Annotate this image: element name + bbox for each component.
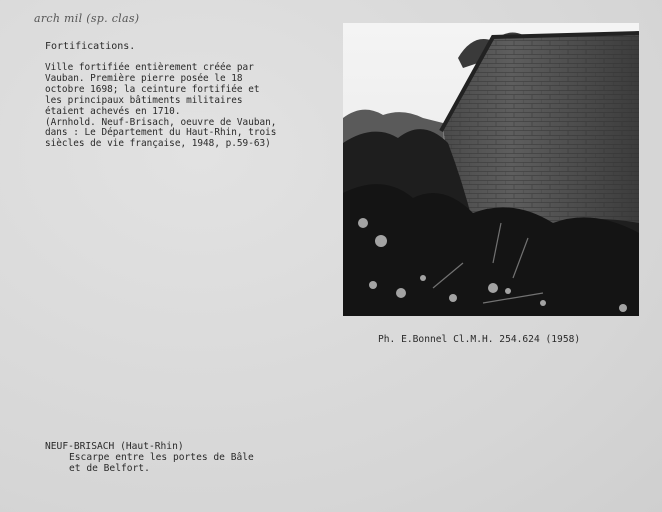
description-line: dans : Le Département du Haut-Rhin, trois — [45, 127, 277, 139]
description-line: les principaux bâtiments militaires — [45, 94, 243, 106]
description-text — [45, 63, 335, 150]
photograph-escarpment-wall — [343, 23, 639, 316]
location-caption — [45, 441, 254, 475]
description-line: siècles de vie française, 1948, p.59-63) — [45, 138, 271, 150]
section-title: Fortifications. — [45, 41, 136, 52]
photo-credit: Ph. E.Bonnel Cl.M.H. 254.624 (1958) — [378, 334, 581, 345]
description-line: Vauban. Première pierre posée le 18 — [45, 72, 243, 84]
location-caption-line: Escarpe entre les portes de Bâle — [69, 452, 254, 464]
location-place: NEUF-BRISACH (Haut-Rhin) — [45, 441, 184, 452]
description-line: étaient achevés en 1710. — [45, 105, 181, 117]
description-line: octobre 1698; la ceinture fortifiée et — [45, 83, 260, 95]
description-line: Ville fortifiée entièrement créée par — [45, 62, 254, 73]
handwritten-note: arch mil (sp. clas) — [34, 12, 140, 25]
description-line: (Arnhold. Neuf-Brisach, oeuvre de Vauban, — [45, 116, 277, 128]
location-caption-line: et de Belfort. — [69, 463, 150, 475]
